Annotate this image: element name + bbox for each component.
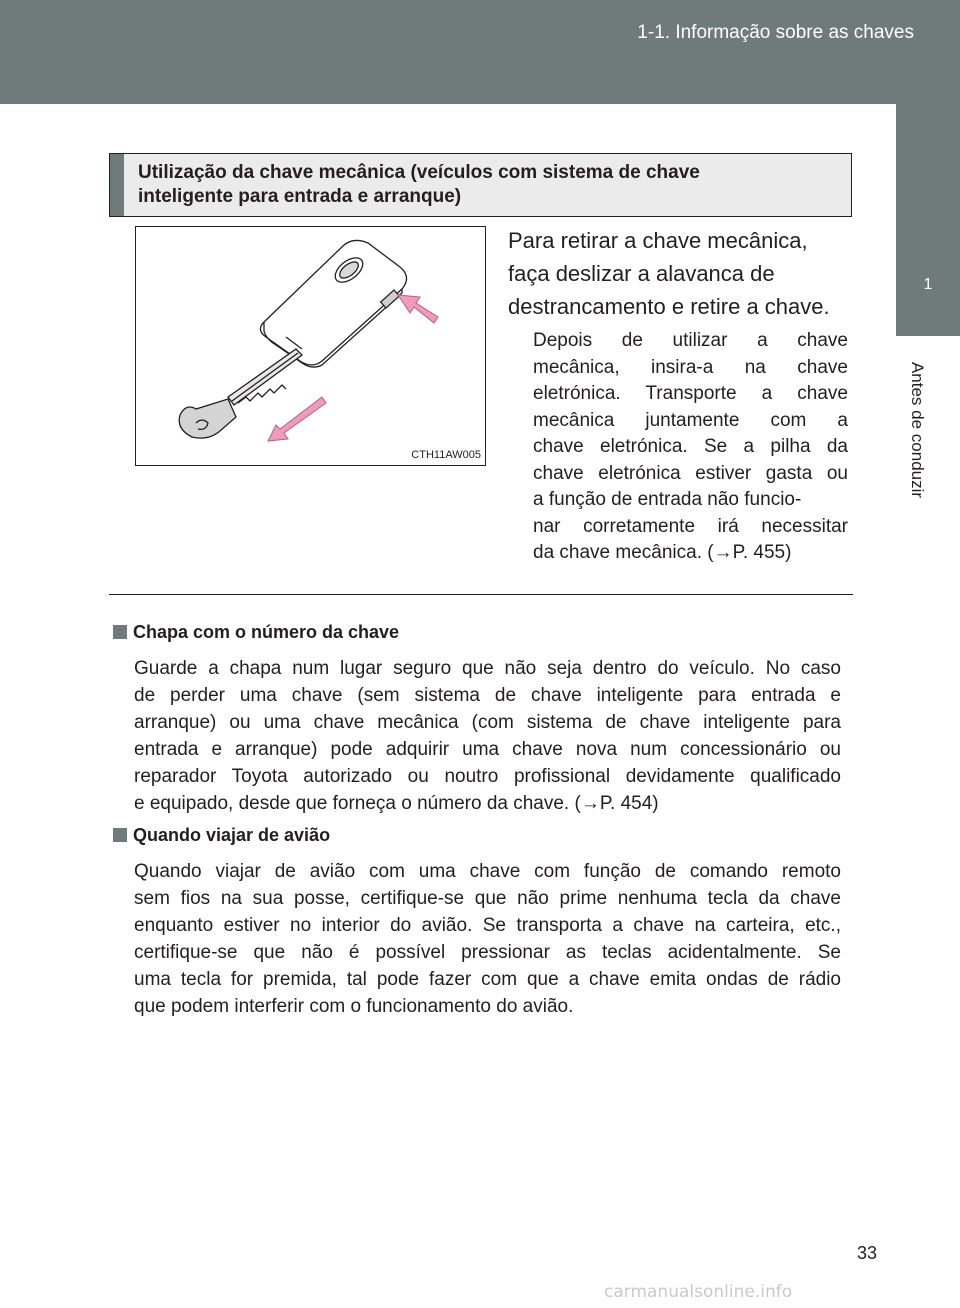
note-line: da chave mecânica. (→P. 455)	[533, 542, 792, 563]
push-arrow	[398, 295, 438, 323]
section-divider	[109, 594, 853, 595]
subheading-air-travel	[113, 823, 330, 847]
chapter-label: Antes de conduzir	[908, 361, 927, 499]
note-line: mecânica, insira-a na chave	[533, 356, 848, 378]
paragraph-line: de perder uma chave (sem sistema de chave inteligente para entrada e	[134, 685, 841, 706]
bullet-square-icon	[113, 828, 127, 842]
chapter-label-box	[895, 346, 939, 514]
chapter-number: 1	[923, 276, 933, 293]
header-band	[0, 0, 960, 104]
chapter-tab	[896, 104, 960, 336]
paragraph-line: que podem interferir com o funcionamento do avião.	[134, 996, 574, 1017]
usage-note	[533, 328, 848, 567]
paragraph-line: e equipado, desde que forneça o número da chave. (→P. 454)	[134, 793, 659, 814]
paragraph-line: certifique-se que não é possível pressionar as teclas acidentalmente. Se	[134, 942, 841, 963]
paragraph-key-plate	[134, 655, 841, 817]
box-title	[138, 161, 837, 209]
note-line: Depois de utilizar a chave	[533, 330, 848, 351]
header-accent-bar	[110, 154, 124, 216]
paragraph-line: enquanto estiver no interior do avião. Se transporta a chave na carteira, etc.,	[134, 915, 841, 936]
key-illustration	[135, 226, 486, 466]
lead-line: destrancamento e retire a chave.	[508, 294, 830, 319]
electronic-key-fob	[260, 240, 406, 367]
page-number: 33	[856, 1243, 877, 1263]
note-line: chave eletrónica estiver gasta ou	[533, 462, 848, 484]
subheading-key-plate	[113, 620, 399, 644]
note-line: a função de entrada não funcio-	[533, 489, 802, 510]
note-line: eletrónica. Transporte a chave	[533, 383, 848, 404]
paragraph-line: reparador Toyota autorizado ou noutro profissional devidamente qualificado	[134, 766, 841, 787]
note-line: chave eletrónica. Se a pilha da	[533, 436, 848, 457]
figure-code: CTH11AW005	[411, 449, 481, 461]
box-title-line-1: Utilização da chave mecânica (veículos com sistema de chave	[138, 162, 700, 183]
lead-line: faça deslizar a alavanca de	[508, 261, 775, 286]
mechanical-key-drawing	[136, 227, 484, 464]
paragraph-line: uma tecla for premida, tal pode fazer com que a chave emita ondas de rádio	[134, 969, 841, 990]
section-box-header	[109, 153, 852, 217]
paragraph-air-travel	[134, 858, 841, 1020]
subheading-text: Quando viajar de avião	[133, 825, 331, 845]
paragraph-line: Quando viajar de avião com uma chave com função de comando remoto	[134, 861, 841, 882]
note-line: nar corretamente irá necessitar	[533, 515, 848, 537]
section-title: 1-1. Informação sobre as chaves	[637, 22, 914, 43]
mechanical-key	[179, 349, 302, 438]
note-line: mecânica juntamente com a	[533, 409, 848, 431]
box-title-line-2: inteligente para entrada e arranque)	[138, 186, 462, 207]
lead-instruction	[508, 224, 848, 323]
watermark: carmanualsonline.info	[604, 1282, 793, 1302]
paragraph-line: sem fios na sua posse, certifique-se que não prime nenhuma tecla da chave	[134, 888, 841, 909]
paragraph-line: Guarde a chapa num lugar seguro que não seja dentro do veículo. No caso	[134, 658, 841, 679]
bullet-square-icon	[113, 625, 127, 639]
lead-line: Para retirar a chave mecânica,	[508, 228, 808, 253]
pull-arrow	[268, 397, 326, 441]
subheading-text: Chapa com o número da chave	[133, 622, 400, 642]
paragraph-line: arranque) ou uma chave mecânica (com sistema de chave inteligente para	[134, 712, 841, 733]
paragraph-line: entrada e arranque) pode adquirir uma chave nova num concessionário ou	[134, 739, 841, 760]
